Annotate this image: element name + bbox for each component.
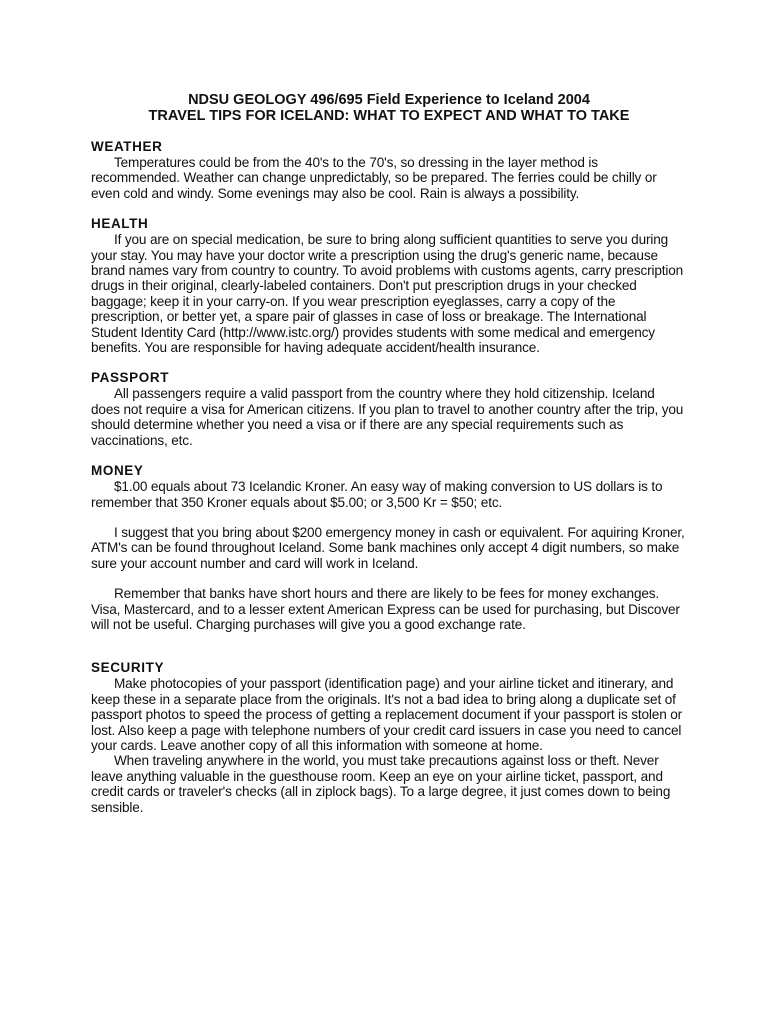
section-heading-passport: PASSPORT	[91, 370, 170, 386]
section-heading-weather: WEATHER	[91, 139, 163, 154]
section-heading-health: HEALTH	[91, 216, 149, 232]
section-passport	[91, 370, 687, 448]
money-paragraph-2: I suggest that you bring about $200 emergency money in cash or equivalent. For aquiring Kroner, ATM's can be found throughout Iceland. Some bank machines only accept 4 digit numbers, so make sure your account number and card will work in Iceland.	[91, 524, 685, 571]
section-heading-security: SECURITY	[91, 660, 165, 676]
passport-paragraph: All passengers require a valid passport from the country where they hold citizenship. Iceland does not require a visa for American citizens. If you plan to travel to another country after the trip, you should determine whether you need a visa or if there are any special requirements such as vaccinations, etc.	[91, 386, 684, 448]
document-title-line-2: TRAVEL TIPS FOR ICELAND: WHAT TO EXPECT AND WHAT TO TAKE	[148, 108, 630, 124]
section-security	[91, 660, 687, 815]
security-paragraph-2: When traveling anywhere in the world, you must take precautions against loss or theft. Never leave anything valuable in the guesthouse room. Keep an eye on your airline ticket, passport, and credit cards or traveler's checks (all in ziplock bags). To a large degree, it just comes down to being sensible.	[91, 753, 671, 815]
weather-paragraph: Temperatures could be from the 40's to the 70's, so dressing in the layer method is recommended. Weather can change unpredictably, so be prepared. The ferries could be chilly or even cold and windy. Some evenings may also be cool. Rain is always a possibility.	[91, 155, 657, 201]
money-paragraph-1: $1.00 equals about 73 Icelandic Kroner. An easy way of making conversion to US dollars is to remember that 350 Kroner equals about $5.00; or 3,500 Kr = $50; etc.	[91, 479, 663, 510]
security-paragraph-1: Make photocopies of your passport (identification page) and your airline ticket and itinerary, and keep these in a separate place from the originals. It's not a bad idea to bring along a duplicate set of passport photos to speed the process of getting a replacement document if your passport is stolen or lost. Also keep a page with telephone numbers of your credit card issuers in case you need to cancel your cards. Leave another copy of all this information with someone at home.	[91, 676, 683, 753]
section-heading-money: MONEY	[91, 463, 144, 479]
section-health	[91, 216, 687, 355]
health-paragraph: If you are on special medication, be sure to bring along sufficient quantities to serve you during your stay. You may have your doctor write a prescription using the drug's generic name, because brand names vary from country to country. To avoid problems with customs agents, carry prescription drugs in their original, clearly-labeled containers. Don't put prescription drugs in your checked baggage; keep it in your carry-on. If you wear prescription eyeglasses, carry a copy of the prescription, or better yet, a spare pair of glasses in case of loss or breakage. The International Student Identity Card (http://www.istc.org/) provides students with some medical and emergency benefits. You are responsible for having adequate accident/health insurance.	[91, 232, 684, 356]
section-money	[91, 463, 687, 632]
document-page	[91, 92, 687, 815]
money-paragraph-3: Remember that banks have short hours and there are likely to be fees for money exchanges. Visa, Mastercard, and to a lesser extent American Express can be used for purchasing, but Discover will not be useful. Charging purchases will give you a good exchange rate.	[91, 586, 680, 632]
document-title-line-1: NDSU GEOLOGY 496/695 Field Experience to Iceland 2004	[188, 92, 590, 108]
section-weather	[91, 139, 687, 201]
